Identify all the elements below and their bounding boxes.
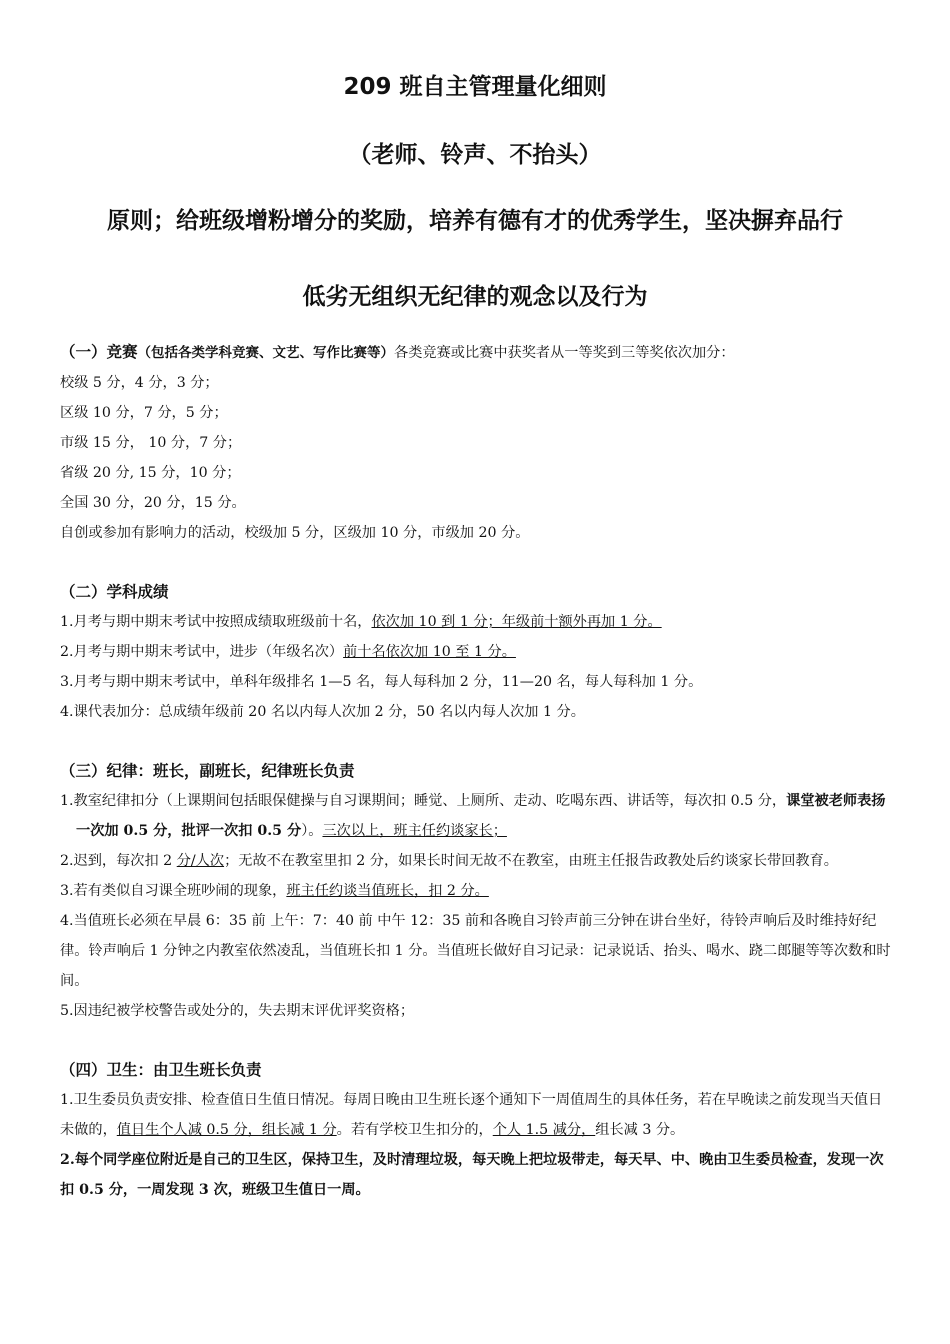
- discipline-rule-3: 3.若有类似自习课全班吵闹的现象，班主任约谈当值班长，扣 2 分。: [60, 883, 489, 899]
- discipline-rule-5: 5.因违纪被学校警告或处分的，失去期末评优评奖资格；: [60, 1003, 415, 1019]
- principle-line-2: 低劣无组织无纪律的观念以及行为: [302, 284, 648, 310]
- grades-rule-3: 3.月考与期中期末考试中，单科年级排名 1—5 名，每人每科加 2 分，11—20 名，每人每科加 1 分。: [60, 674, 703, 690]
- hygiene-rule-2: 2.每个同学座位附近是自己的卫生区，保持卫生，及时清理垃圾，每天晚上把垃圾带走，每天早、中、晚由卫生委员检查，发现一次扣 0.5 分，一周发现 3 次，班级卫生值日一周。: [60, 1152, 884, 1198]
- section-competition-heading: [60, 337, 896, 368]
- section-grades-heading: （二）学科成绩: [60, 583, 169, 601]
- award-activity-bonus: 自创或参加有影响力的活动，校级加 5 分，区级加 10 分，市级加 20 分。: [60, 525, 530, 541]
- award-district-level: 区级 10 分，7 分，5 分；: [60, 405, 228, 421]
- document-title: 209 班自主管理量化细则: [343, 74, 607, 100]
- hygiene-rule-1: 1.卫生委员负责安排、检查值日生值日情况。每周日晚由卫生班长逐个通知下一周值周生的具体任务，若在早晚读之前发现当天值日未做的，值日生个人减 0.5 分，组长减 1 分。若有学校卫生扣分的，个人 1.5 减分，组长减 3 分。: [60, 1092, 883, 1138]
- award-province-level: 省级 20 分, 15 分，10 分；: [60, 465, 241, 481]
- discipline-rule-4: 4.当值班长必须在早晨 6：35 前 上午：7：40 前 中午 12：35 前和各晚自习铃声前三分钟在讲台坐好，待铃声响后及时维持好纪律。铃声响后 1 分钟之内教室依然凌乱，当值班长扣 1 分。当值班长做好自习记录：记录说话、抬头、喝水、跷二郎腿等等次数和时间。: [60, 913, 891, 989]
- award-national-level: 全国 30 分，20 分，15 分。: [60, 495, 246, 511]
- principle-line-1: 原则；给班级增粉增分的奖励，培养有德有才的优秀学生，坚决摒弃品行: [107, 208, 843, 234]
- grades-rule-2: 2.月考与期中期末考试中，进步（年级名次）前十名依次加 10 至 1 分。: [60, 644, 516, 660]
- award-city-level: 市级 15 分， 10 分，7 分；: [60, 435, 242, 451]
- section-hygiene-heading: （四）卫生：由卫生班长负责: [60, 1061, 262, 1079]
- section-intro: 各类竞赛或比赛中获奖者从一等奖到三等奖依次加分：: [394, 345, 735, 361]
- grades-rule-1: 1.月考与期中期末考试中按照成绩取班级前十名，依次加 10 到 1 分；年级前十额外再加 1 分。: [60, 614, 662, 630]
- award-school-level: 校级 5 分，4 分，3 分；: [60, 375, 219, 391]
- section-heading-label: （一）竞赛: [60, 343, 138, 361]
- discipline-rule-2: 2.迟到，每次扣 2 分/人次；无故不在教室里扣 2 分，如果长时间无故不在教室，由班主任报告政教处后约谈家长带回教育。: [60, 853, 838, 869]
- discipline-rule-1: 1.教室纪律扣分（上课期间包括眼保健操与自习课期间；睡觉、上厕所、走动、吃喝东西、讲话等，每次扣 0.5 分，课堂被老师表扬一次加 0.5 分，批评一次扣 0.5 分）。三次以上，班主任约谈家长；: [60, 793, 886, 839]
- section-discipline-heading: （三）纪律：班长，副班长，纪律班长负责: [60, 762, 355, 780]
- grades-rule-4: 4.课代表加分：总成绩年级前 20 名以内每人次加 2 分，50 名以内每人次加 1 分。: [60, 704, 585, 720]
- document-subtitle: （老师、铃声、不抬头）: [348, 142, 602, 168]
- section-heading-note: （包括各类学科竞赛、文艺、写作比赛等）: [137, 345, 395, 361]
- document-body: [60, 337, 896, 1205]
